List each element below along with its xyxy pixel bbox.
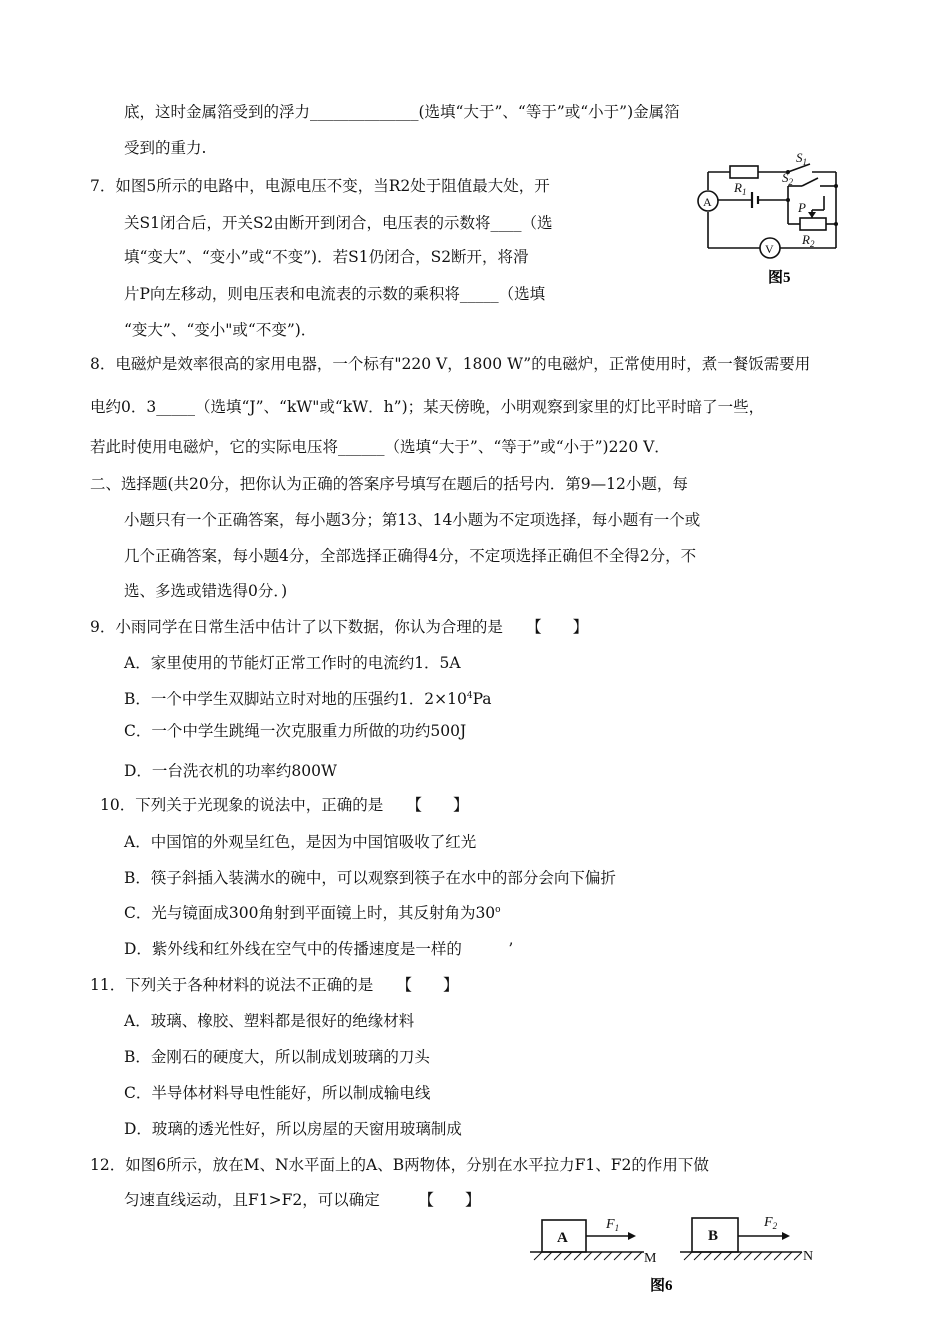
block-b-label: B	[708, 1228, 719, 1244]
option-b: B．金刚石的硬度大，所以制成划玻璃的刀头	[124, 1048, 430, 1066]
r2-label: $R_2$	[802, 232, 815, 249]
f2-label: $F_2$	[764, 1215, 778, 1231]
question-11: 11．下列关于各种材料的说法不正确的是 【 】	[90, 976, 459, 994]
section-2-heading: 二、选择题(共20分，把你认为正确的答案序号填写在题后的括号内．第9—12小题，每	[90, 475, 688, 493]
option-d: D．一台洗衣机的功率约800W	[124, 762, 337, 780]
option-a: A．中国馆的外观呈红色，是因为中国馆吸收了红光	[124, 833, 477, 851]
question-7: 7．如图5所示的电路中，电源电压不变，当R2处于阻值最大处，开	[90, 177, 550, 195]
p-label: P	[798, 200, 806, 215]
text-line: 匀速直线运动，且F1>F2，可以确定 【 】	[124, 1191, 481, 1209]
option-a: A．家里使用的节能灯正常工作时的电流约1．5A	[124, 654, 461, 672]
surface-n-label: N	[803, 1249, 814, 1264]
text-line: 填“变大”、“变小”或“不变”)．若S1仍闭合，S2断开，将滑	[124, 248, 529, 266]
text-line: 片P向左移动，则电压表和电流表的示数的乘积将_____（选填	[124, 285, 546, 303]
question-8: 8．电磁炉是效率很高的家用电器，一个标有"220 V，1800 W”的电磁炉，正常使用时，煮一餐饭需要用	[90, 355, 811, 373]
option-a: A．玻璃、橡胶、塑料都是很好的绝缘材料	[124, 1012, 415, 1030]
text-line: 底，这时金属箔受到的浮力______________(选填“大于”、“等于”或“小于”)金属箔	[124, 103, 680, 121]
question-10: 10．下列关于光现象的说法中，正确的是 【 】	[100, 796, 469, 814]
text-line: “变大”、“变小"或“不变”)．	[124, 321, 317, 339]
option-b: B．筷子斜插入装满水的碗中，可以观察到筷子在水中的部分会向下偏折	[124, 869, 616, 887]
text-line: 受到的重力.	[124, 139, 207, 157]
figure-5-caption: 图5	[768, 270, 791, 286]
option-b: B．一个中学生双脚站立时对地的压强约1．$2\times 10^4Pa$	[124, 690, 492, 708]
text-line: 若此时使用电磁炉，它的实际电压将______（选填“大于”、“等于”或“小于”)220 V．	[90, 438, 670, 456]
s1-label: $S_1$	[796, 150, 807, 167]
voltmeter-label: V	[765, 242, 774, 256]
option-c: C．一个中学生跳绳一次克服重力所做的功约500J	[124, 722, 467, 740]
rheostat-r2	[800, 218, 826, 230]
text-line: 关S1闭合后，开关S2由断开到闭合，电压表的示数将____（选	[124, 214, 553, 232]
circuit-figure-5	[690, 150, 850, 290]
text-line: 几个正确答案，每小题4分，全部选择正确得4分，不定项选择正确但不全得2分，不	[124, 547, 697, 565]
surface-m-label: M	[644, 1251, 657, 1266]
figure-6-caption: 图6	[650, 1278, 673, 1294]
f1-label: $F_1$	[606, 1217, 620, 1233]
option-c: C．半导体材料导电性能好，所以制成输电线	[124, 1084, 431, 1102]
block-a-label: A	[557, 1230, 568, 1246]
option-d: D．玻璃的透光性好，所以房屋的天窗用玻璃制成	[124, 1120, 462, 1138]
option-d: D．紫外线和红外线在空气中的传播速度是一样的 ’	[124, 940, 514, 958]
text-line: 选、多选或错选得0分．)	[124, 582, 288, 600]
question-9: 9．小雨同学在日常生活中估计了以下数据，你认为合理的是 【 】	[90, 618, 589, 636]
question-12: 12．如图6所示，放在M、N水平面上的A、B两物体，分别在水平拉力F1、F2的作用下做	[90, 1156, 709, 1174]
switch-s2	[802, 178, 818, 186]
r1-label: $R_1$	[734, 180, 747, 197]
text-line: 电约0．3_____（选填“J”、“kW"或“kW．h”)；某天傍晚，小明观察到家里的灯比平时暗了一些，	[90, 398, 765, 416]
ammeter-label: A	[703, 195, 712, 209]
s2-label: $S_2$	[782, 170, 793, 187]
text-line: 小题只有一个正确答案，每小题3分；第13、14小题为不定项选择，每小题有一个或	[124, 511, 701, 529]
resistor-r1	[730, 166, 758, 178]
blocks-figure-6	[520, 1206, 820, 1302]
option-c: C．光与镜面成300角射到平面镜上时，其反射角为30$^o$	[124, 904, 501, 922]
slider-arrow	[808, 212, 816, 218]
